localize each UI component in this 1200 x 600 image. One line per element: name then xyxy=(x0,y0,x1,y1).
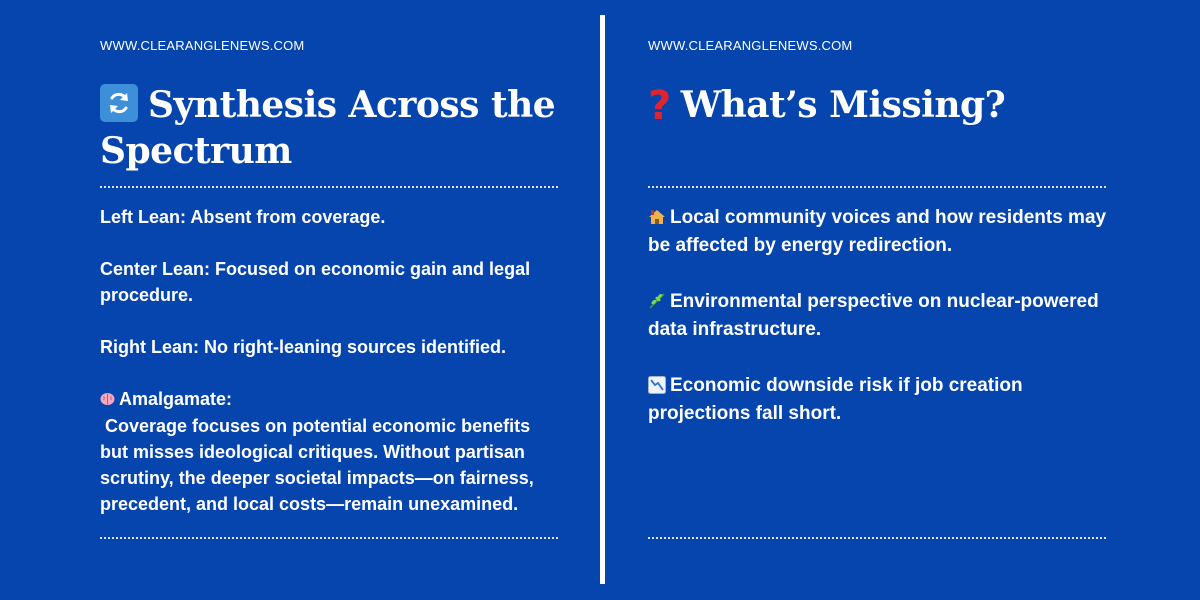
center-divider xyxy=(600,15,605,584)
brain-icon xyxy=(100,387,115,413)
whats-missing-title-text: What’s Missing? xyxy=(680,84,1006,126)
divider xyxy=(100,186,558,188)
divider xyxy=(648,186,1106,188)
whats-missing-body xyxy=(648,204,1108,456)
leaf-icon xyxy=(648,288,666,316)
left-lean-paragraph: Left Lean: Absent from coverage. xyxy=(100,207,386,227)
list-item xyxy=(648,288,1108,344)
chart-decreasing-icon xyxy=(648,372,666,400)
amalgamate-paragraph xyxy=(100,386,560,517)
synthesis-panel xyxy=(100,0,560,600)
list-item-text: Economic downside risk if job creation projections fall short. xyxy=(648,375,1023,424)
list-item xyxy=(648,204,1108,260)
amalgamate-label: Amalgamate: xyxy=(119,389,233,409)
divider xyxy=(100,537,558,539)
divider xyxy=(648,537,1106,539)
question-mark-icon: ? xyxy=(648,83,671,129)
refresh-icon xyxy=(100,84,138,122)
house-icon xyxy=(648,204,666,232)
site-url: WWW.CLEARANGLENEWS.COM xyxy=(100,38,305,53)
synthesis-title-text: Synthesis Across the Spectrum xyxy=(100,84,556,172)
whats-missing-panel xyxy=(648,0,1108,600)
site-url: WWW.CLEARANGLENEWS.COM xyxy=(648,38,853,53)
list-item-text: Local community voices and how residents may be affected by energy redirection. xyxy=(648,207,1107,256)
center-lean-paragraph: Center Lean: Focused on economic gain and legal procedure. xyxy=(100,259,531,305)
list-item xyxy=(648,372,1108,428)
amalgamate-text: Coverage focuses on potential economic benefits but misses ideological critiques. Without partisan scrutiny, the deeper societal impacts—on fairness, precedent, and local costs—remain unexamined. xyxy=(100,416,534,514)
whats-missing-title xyxy=(648,82,1108,129)
synthesis-title xyxy=(100,82,560,174)
right-lean-paragraph: Right Lean: No right-leaning sources identified. xyxy=(100,337,507,357)
synthesis-body xyxy=(100,204,560,517)
list-item-text: Environmental perspective on nuclear-powered data infrastructure. xyxy=(648,291,1099,340)
